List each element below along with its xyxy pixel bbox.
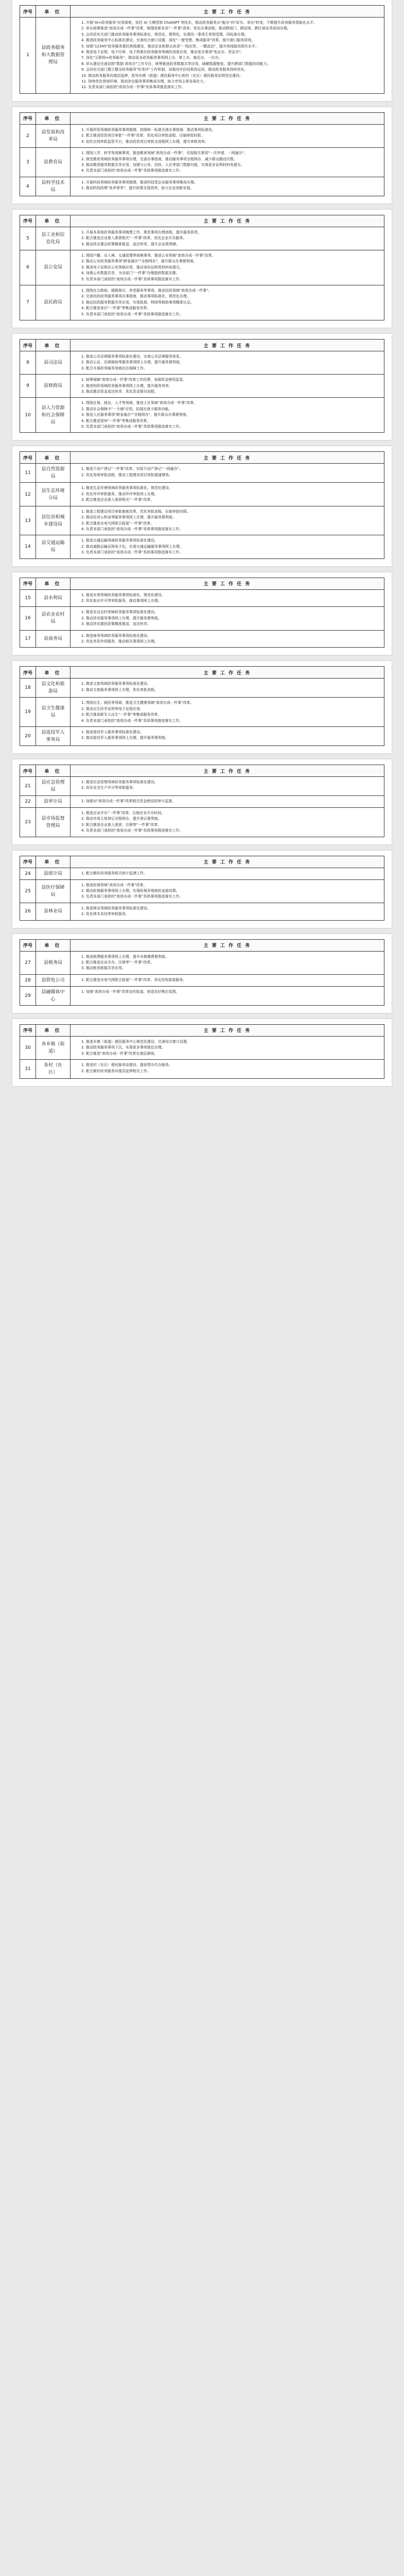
row-tasks bbox=[71, 630, 384, 648]
task-item: 2. 优化取水许可等审批服务，推动事项网上办理。 bbox=[81, 598, 162, 603]
task-item: 2. 推动科技政策"免申即享"，提升政策兑现效率，助力企业创新发展。 bbox=[81, 186, 194, 191]
header-tasks: 主 要 工 作 任 务 bbox=[71, 765, 384, 777]
row-tasks bbox=[71, 177, 384, 196]
task-item: 1. 围绕社保、就业、人才等领域，推进人社领域"高效办成一件事"改革。 bbox=[81, 401, 198, 405]
task-item: 2. 配合推进投资项目审批"一件事"改革，优化项目审批流程，压缩审批时限。 bbox=[81, 133, 205, 138]
row-tasks bbox=[71, 951, 384, 974]
header-unit: 单 位 bbox=[36, 1024, 71, 1036]
row-tasks bbox=[71, 796, 384, 808]
header-tasks: 主 要 工 作 任 务 bbox=[71, 578, 384, 589]
row-index: 8 bbox=[20, 351, 36, 375]
header-tasks: 主 要 工 作 任 务 bbox=[71, 856, 384, 868]
task-item: 2. 推动文旅服务事项网上办理，优化审批流程。 bbox=[81, 687, 158, 692]
header-unit: 单 位 bbox=[36, 340, 71, 351]
header-index: 序号 bbox=[20, 340, 36, 351]
table-row bbox=[20, 1060, 384, 1079]
task-item: 3. 配合推进"高效办成一件事"改革在基层落地。 bbox=[81, 1051, 158, 1056]
table-row bbox=[20, 1036, 384, 1059]
task-item: 1. 加强对"高效办成一件事"改革相关资金使用的审计监督。 bbox=[81, 799, 176, 803]
row-tasks bbox=[71, 607, 384, 630]
row-tasks bbox=[71, 808, 384, 837]
row-index: 24 bbox=[20, 868, 36, 879]
task-item: 1. 推进企业开办"一件事"改革，压缩企业开办时间。 bbox=[81, 811, 165, 815]
header-unit: 单 位 bbox=[36, 856, 71, 868]
row-tasks bbox=[71, 285, 384, 320]
document-page bbox=[12, 446, 392, 566]
row-unit: 县交通运输局 bbox=[36, 535, 71, 558]
row-unit: 县公安局 bbox=[36, 250, 71, 285]
row-tasks bbox=[71, 903, 384, 920]
document-page bbox=[12, 759, 392, 844]
row-index: 3 bbox=[20, 148, 36, 177]
task-item: 2. 推动出生医学证明等电子证照应用。 bbox=[81, 706, 144, 711]
task-item: 2. 推动政务服务事项下沉，实现更多事项就近办理。 bbox=[81, 1045, 165, 1050]
row-tasks bbox=[71, 250, 384, 285]
task-item: 12. 负责本部门承担的"高效办成一件事"具体事项推进落实工作。 bbox=[81, 85, 185, 90]
header-unit: 单 位 bbox=[36, 578, 71, 589]
task-item: 2. 推动市场主体登记全程网办，提升登记便利度。 bbox=[81, 817, 162, 821]
row-tasks bbox=[71, 974, 384, 986]
row-index: 5 bbox=[20, 227, 36, 250]
row-tasks bbox=[71, 124, 384, 147]
task-item: 3. 配合推进企业准入准营、注销等"一件事"改革。 bbox=[81, 822, 162, 827]
table-row bbox=[20, 124, 384, 147]
row-unit: 县科学技术局 bbox=[36, 177, 71, 196]
table-header-row bbox=[20, 215, 384, 227]
task-item: 4. 负责本部门承担的"高效办成一件事"具体事项推进落实工作。 bbox=[81, 828, 183, 833]
row-index: 23 bbox=[20, 808, 36, 837]
task-item: 1. 推进医保领域"高效办成一件事"改革。 bbox=[81, 883, 147, 887]
task-item: 1. 推进农业农村领域政务服务事项标准化建设。 bbox=[81, 610, 158, 615]
row-unit: 县自然资源局 bbox=[36, 464, 71, 483]
task-item: 1. 推进公共法律服务事项标准化建设，完善公共法律服务体系。 bbox=[81, 354, 183, 359]
table-row bbox=[20, 796, 384, 808]
task-item: 2. 配合做好政务服务向基层延伸相关工作。 bbox=[81, 1069, 151, 1073]
task-item: 2. 配合推进企业准入准营相关"一件事"改革，优化企业开办服务。 bbox=[81, 236, 187, 241]
task-item: 5. 负责本部门承担的"高效办成一件事"具体事项推进落实工作。 bbox=[81, 425, 183, 429]
row-tasks bbox=[71, 727, 384, 746]
document-page bbox=[12, 210, 392, 328]
header-unit: 单 位 bbox=[36, 452, 71, 464]
row-index: 20 bbox=[20, 727, 36, 746]
table-header-row bbox=[20, 452, 384, 464]
row-index: 21 bbox=[20, 777, 36, 796]
document-page bbox=[12, 107, 392, 204]
table-row bbox=[20, 464, 384, 483]
task-item: 2. 推动涉农服务事项网上办理，提升服务便利度。 bbox=[81, 616, 162, 620]
row-tasks bbox=[71, 679, 384, 698]
task-item: 2. 完善民政政务服务事项办事指南，推动事项标准化、规范化办理。 bbox=[81, 294, 190, 299]
task-item: 2. 优化安全生产许可等审批服务。 bbox=[81, 786, 136, 790]
task-item: 3. 推动惠企资金直达快享，优化资金拨付流程。 bbox=[81, 389, 158, 394]
task-item: 1. 推进税费服务事项网上办理，提升办税缴费便利度。 bbox=[81, 954, 169, 959]
row-index: 29 bbox=[20, 986, 36, 1005]
row-unit: 县文化和旅游局 bbox=[36, 679, 71, 698]
header-tasks: 主 要 工 作 任 务 bbox=[71, 112, 384, 124]
row-unit: 县教育局 bbox=[36, 148, 71, 177]
header-unit: 单 位 bbox=[36, 765, 71, 777]
header-index: 序号 bbox=[20, 578, 36, 589]
task-item: 1. 开展"AI+政务服务"应用探索，依托 AI 大模型和 ChatGPT 等技术，推动政务服务从"能办"向"好办、易办"转变，不断提升政务服务智能化水平。 bbox=[81, 21, 317, 25]
table-row bbox=[20, 398, 384, 433]
row-index: 27 bbox=[20, 951, 36, 974]
row-tasks bbox=[71, 1036, 384, 1059]
task-item: 2. 优化用地审批流程，推动工程建设项目审批提速增效。 bbox=[81, 472, 172, 477]
document-page bbox=[12, 572, 392, 655]
table-row bbox=[20, 951, 384, 974]
row-index: 4 bbox=[20, 177, 36, 196]
task-item: 1. 推进工程建设项目审批制度改革，优化审批流程，压缩审批时限。 bbox=[81, 509, 190, 514]
row-tasks bbox=[71, 986, 384, 1005]
task-item: 1. 配合推进水电气网联合报装"一件事"改革，优化用电报装服务。 bbox=[81, 977, 187, 982]
header-tasks: 主 要 工 作 任 务 bbox=[71, 939, 384, 951]
document bbox=[0, 0, 404, 1086]
table-row bbox=[20, 808, 384, 837]
row-index: 28 bbox=[20, 974, 36, 986]
task-table bbox=[20, 765, 384, 837]
task-item: 2. 推动社会保障卡"一卡通"应用，拓展社保卡服务功能。 bbox=[81, 406, 172, 411]
task-table bbox=[20, 578, 384, 648]
task-item: 1. 加强"高效办成一件事"改革宣传报道，营造良好舆论氛围。 bbox=[81, 989, 180, 994]
row-tasks bbox=[71, 351, 384, 375]
header-tasks: 主 要 工 作 任 务 bbox=[71, 340, 384, 351]
task-item: 1. 围绕户籍、出入境、交通管理等高频事项，推进公安领域"高效办成一件事"改革。 bbox=[81, 253, 216, 258]
task-item: 3. 推动涉农惠民政策精准推送、直达快享。 bbox=[81, 622, 151, 626]
table-row bbox=[20, 630, 384, 648]
row-index: 17 bbox=[20, 630, 36, 648]
task-item: 4. 负责本部门承担的"高效办成一件事"具体事项推进落实工作。 bbox=[81, 168, 183, 173]
task-table bbox=[20, 939, 384, 1006]
task-item: 9. 会同有关部门建立健全政务服务"好差评"工作机制，加强对评价结果的运用，推动政务服务持续优化。 bbox=[81, 67, 248, 72]
row-index: 2 bbox=[20, 124, 36, 147]
row-index: 1 bbox=[20, 18, 36, 94]
header-unit: 单 位 bbox=[36, 667, 71, 679]
header-unit: 单 位 bbox=[36, 6, 71, 18]
table-row bbox=[20, 506, 384, 535]
table-row bbox=[20, 777, 384, 796]
row-unit: 县林业局 bbox=[36, 903, 71, 920]
header-tasks: 主 要 工 作 任 务 bbox=[71, 215, 384, 227]
row-index: 10 bbox=[20, 398, 36, 433]
task-item: 4. 配合推进身后"一件事"等集成服务改革。 bbox=[81, 306, 151, 311]
table-header-row bbox=[20, 667, 384, 679]
task-item: 3. 推动涉企惠企政策精准推送、直达快享，提升企业获得感。 bbox=[81, 242, 180, 246]
row-index: 9 bbox=[20, 375, 36, 398]
task-table bbox=[20, 5, 384, 94]
row-tasks bbox=[71, 464, 384, 483]
task-item: 2. 推动医保服务事项网上办理，实现医保异地就医直接结算。 bbox=[81, 889, 180, 893]
task-item: 1. 推进林业领域政务服务事项标准化建设。 bbox=[81, 906, 151, 910]
row-unit: 县生态环境分局 bbox=[36, 483, 71, 506]
task-item: 11. 持续优化营商环境，推动涉企服务事项集成办理，助力市场主体发展壮大。 bbox=[81, 79, 207, 84]
task-item: 2. 规范教育领域政务服务事项办理，完善办事指南，推动服务事项全程网办，减少群众跑动次数。 bbox=[81, 157, 237, 161]
task-item: 1. 配合做好政务服务相关统计监测工作。 bbox=[81, 871, 147, 875]
task-item: 7. 深化"互联网+政务服务"，推动更多政务服务事项网上办、掌上办、就近办、一次办。 bbox=[81, 56, 222, 60]
row-tasks bbox=[71, 879, 384, 903]
row-index: 26 bbox=[20, 903, 36, 920]
task-item: 2. 推进财政领域政务服务事项网上办理，提升服务效率。 bbox=[81, 383, 172, 388]
task-item: 3. 推动民政服务数据共享应用，实现低保、特困等救助事项精准认定。 bbox=[81, 300, 194, 304]
row-unit: 县统计局 bbox=[36, 868, 71, 879]
table-row bbox=[20, 679, 384, 698]
row-unit: 各乡镇（街道） bbox=[36, 1036, 71, 1059]
task-item: 1. 统筹保障"高效办成一件事"改革工作经费，加强资金使用监管。 bbox=[81, 378, 187, 382]
table-header-row bbox=[20, 1024, 384, 1036]
row-index: 16 bbox=[20, 607, 36, 630]
row-unit: 县市场监督管理局 bbox=[36, 808, 71, 837]
task-item: 4. 配合推进退休"一件事"等集成服务改革。 bbox=[81, 418, 151, 423]
task-item: 3. 配合开展政务服务领域法治保障工作。 bbox=[81, 366, 147, 370]
table-row bbox=[20, 535, 384, 558]
task-table bbox=[20, 112, 384, 196]
task-item: 2. 优化外资外贸服务，推动相关事项网上办理。 bbox=[81, 639, 158, 643]
row-index: 30 bbox=[20, 1036, 36, 1059]
table-row bbox=[20, 375, 384, 398]
row-unit: 县住房和城乡建设局 bbox=[36, 506, 71, 535]
task-item: 2. 优化环评审批服务，推动环评审批网上办理。 bbox=[81, 492, 158, 496]
task-item: 3. 配合推进水电气网联合报装"一件事"改革。 bbox=[81, 521, 154, 526]
table-row bbox=[20, 868, 384, 879]
header-index: 序号 bbox=[20, 452, 36, 464]
row-index: 13 bbox=[20, 506, 36, 535]
task-item: 1. 推进交通运输领域政务服务事项标准化建设。 bbox=[81, 538, 158, 543]
row-index: 11 bbox=[20, 464, 36, 483]
header-unit: 单 位 bbox=[36, 112, 71, 124]
task-item: 1. 围绕入学、转学等高频事项，推进教育领域"高效办成一件事"，实现相关事项"一次申请、一网通办"。 bbox=[81, 151, 248, 156]
table-row bbox=[20, 879, 384, 903]
row-unit: 县工业和信息化局 bbox=[36, 227, 71, 250]
table-row bbox=[20, 986, 384, 1005]
document-page bbox=[12, 334, 392, 440]
document-page bbox=[12, 934, 392, 1013]
row-unit: 县审计局 bbox=[36, 796, 71, 808]
table-row bbox=[20, 607, 384, 630]
row-unit: 县供电公司 bbox=[36, 974, 71, 986]
task-table bbox=[20, 1024, 384, 1079]
table-row bbox=[20, 285, 384, 320]
table-row bbox=[20, 177, 384, 196]
task-table bbox=[20, 666, 384, 746]
header-index: 序号 bbox=[20, 856, 36, 868]
row-index: 14 bbox=[20, 535, 36, 558]
task-item: 2. 配合推进企业开办、注销等"一件事"改革。 bbox=[81, 960, 154, 965]
row-index: 18 bbox=[20, 679, 36, 698]
row-tasks bbox=[71, 535, 384, 558]
row-tasks bbox=[71, 589, 384, 607]
table-row bbox=[20, 727, 384, 746]
row-tasks bbox=[71, 398, 384, 433]
task-item: 3. 依托在线审批监管平台，推动投资项目审批全流程网上办理，提升审批效率。 bbox=[81, 139, 208, 144]
header-index: 序号 bbox=[20, 765, 36, 777]
task-item: 5. 负责本部门承担的"高效办成一件事"具体事项推进落实工作。 bbox=[81, 277, 183, 281]
row-unit: 县发展和改革局 bbox=[36, 124, 71, 147]
task-item: 4. 负责本部门承担的"高效办成一件事"具体事项推进落实工作。 bbox=[81, 718, 183, 723]
document-page bbox=[12, 851, 392, 928]
task-item: 3. 推动教育服务数据共享应用，加强与公安、民政、人社等部门数据对接，实现更多证明材料免提交。 bbox=[81, 162, 244, 167]
row-index: 7 bbox=[20, 285, 36, 320]
task-item: 2. 推动退役军人服务事项网上办理，提升服务便利度。 bbox=[81, 736, 169, 740]
task-table bbox=[20, 451, 384, 558]
header-tasks: 主 要 工 作 任 务 bbox=[71, 667, 384, 679]
task-item: 1. 开展本系统政务服务事项梳理工作，规范事项办理流程，提升服务质效。 bbox=[81, 230, 201, 234]
header-unit: 单 位 bbox=[36, 215, 71, 227]
table-header-row bbox=[20, 6, 384, 18]
row-tasks bbox=[71, 148, 384, 177]
row-unit: 县司法局 bbox=[36, 351, 71, 375]
task-item: 3. 配合推进新生儿出生"一件事"等集成服务改革。 bbox=[81, 713, 162, 717]
row-unit: 县退役军人事务局 bbox=[36, 727, 71, 746]
table-header-row bbox=[20, 856, 384, 868]
task-table bbox=[20, 215, 384, 320]
task-item: 1. 推进文旅领域政务服务事项标准化建设。 bbox=[81, 682, 151, 686]
row-unit: 县税务局 bbox=[36, 951, 71, 974]
table-row bbox=[20, 589, 384, 607]
row-tasks bbox=[71, 698, 384, 727]
row-unit: 县人力资源和社会保障局 bbox=[36, 398, 71, 433]
header-index: 序号 bbox=[20, 1024, 36, 1036]
task-item: 3. 配合推进企业准入准营相关"一件事"改革。 bbox=[81, 498, 154, 502]
header-index: 序号 bbox=[20, 667, 36, 679]
row-tasks bbox=[71, 227, 384, 250]
row-unit: 县卫生健康局 bbox=[36, 698, 71, 727]
task-item: 3. 推进电子证照在公安领域应用，推动身份证明类材料免提交。 bbox=[81, 265, 183, 269]
row-unit: 县水利局 bbox=[36, 589, 71, 607]
table-row bbox=[20, 148, 384, 177]
task-item: 1. 开展所管领域政务服务事项梳理，按照统一标准完善办事指南，推动事项标准化。 bbox=[81, 127, 216, 132]
table-row bbox=[20, 974, 384, 986]
table-header-row bbox=[20, 340, 384, 351]
task-item: 1. 推进应急管理领域政务服务事项标准化建设。 bbox=[81, 780, 158, 784]
table-header-row bbox=[20, 578, 384, 589]
table-row bbox=[20, 351, 384, 375]
task-item: 1. 推进退役军人服务事项标准化建设。 bbox=[81, 730, 144, 734]
task-table bbox=[20, 339, 384, 433]
document-page bbox=[12, 661, 392, 753]
table-header-row bbox=[20, 765, 384, 777]
header-index: 序号 bbox=[20, 6, 36, 18]
row-index: 22 bbox=[20, 796, 36, 808]
table-header-row bbox=[20, 939, 384, 951]
table-row bbox=[20, 18, 384, 94]
document-page bbox=[12, 0, 392, 101]
task-item: 1. 围绕社会救助、婚姻登记、养老服务等事项，推进民政领域"高效办成一件事"。 bbox=[81, 288, 212, 293]
task-item: 2. 推动道路运输证照电子化，实现交通运输服务事项网上办理。 bbox=[81, 544, 183, 549]
task-item: 1. 推进乡镇（街道）便民服务中心规范化建设，完善综合窗口设置。 bbox=[81, 1039, 190, 1044]
task-item: 10. 推动政务服务向基层延伸，指导乡镇（街道）便民服务中心和村（社区）便民服务站规范化建设。 bbox=[81, 73, 243, 78]
task-item: 1. 推进生态环境领域政务服务事项标准化、规范化建设。 bbox=[81, 486, 172, 490]
row-tasks bbox=[71, 506, 384, 535]
row-tasks bbox=[71, 375, 384, 398]
row-index: 25 bbox=[20, 879, 36, 903]
row-tasks bbox=[71, 483, 384, 506]
row-index: 31 bbox=[20, 1060, 36, 1079]
header-index: 序号 bbox=[20, 939, 36, 951]
row-unit: 县医疗保障局 bbox=[36, 879, 71, 903]
row-unit: 县政务服务和大数据管理局 bbox=[36, 18, 71, 94]
task-item: 3. 负责本部门承担的"高效办成一件事"具体事项推进落实工作。 bbox=[81, 894, 183, 899]
task-item: 4. 加强公安数据共享，为各部门"一件事"办理提供数据支撑。 bbox=[81, 271, 180, 276]
table-row bbox=[20, 903, 384, 920]
task-item: 3. 会同县有关部门推动政务服务事项标准化、规范化、便利化，实现同一事项无差别受理、同标准办理。 bbox=[81, 32, 248, 37]
row-tasks bbox=[71, 18, 384, 94]
header-index: 序号 bbox=[20, 215, 36, 227]
row-index: 6 bbox=[20, 250, 36, 285]
table-header-row bbox=[20, 112, 384, 124]
table-row bbox=[20, 227, 384, 250]
table-row bbox=[20, 483, 384, 506]
row-tasks bbox=[71, 1060, 384, 1079]
task-item: 4. 推进政务服务中心标准化建设，完善综合窗口设置，深化"一窗受理、集成服务"改革，提升窗口服务质效。 bbox=[81, 38, 255, 43]
task-item: 2. 推动住房公积金等服务事项网上办理，提升服务便利度。 bbox=[81, 515, 176, 520]
task-item: 5. 加强"12345"政务服务便民热线建设，推动企业和群众诉求"一线应答、一键直达"，提升热线接诉即办水平。 bbox=[81, 44, 259, 48]
task-item: 1. 围绕出生、就医等领域，推进卫生健康领域"高效办成一件事"改革。 bbox=[81, 701, 194, 705]
task-item: 6. 推进电子证照、电子印章、电子档案在政务服务领域的深度应用，推动更多事项"免证办、亮证办"。 bbox=[81, 50, 244, 55]
row-unit: 县财政局 bbox=[36, 375, 71, 398]
document-page bbox=[12, 1019, 392, 1086]
row-index: 15 bbox=[20, 589, 36, 607]
header-tasks: 主 要 工 作 任 务 bbox=[71, 452, 384, 464]
task-item: 2. 推动公安政务服务事项"跨省通办""全程网办"，提升群众办事便利度。 bbox=[81, 259, 197, 264]
row-index: 19 bbox=[20, 698, 36, 727]
header-tasks: 主 要 工 作 任 务 bbox=[71, 6, 384, 18]
task-item: 1. 推进水利领域政务服务事项标准化、规范化建设。 bbox=[81, 592, 165, 597]
header-index: 序号 bbox=[20, 112, 36, 124]
task-item: 1. 推进不动产登记"一件事"改革，实现不动产登记"一网通办"。 bbox=[81, 467, 183, 471]
header-tasks: 主 要 工 作 任 务 bbox=[71, 1024, 384, 1036]
task-item: 2. 优化林木采伐等审批服务。 bbox=[81, 912, 129, 917]
task-item: 3. 负责本部门承担的"高效办成一件事"具体事项推进落实工作。 bbox=[81, 550, 183, 555]
row-unit: 县商务局 bbox=[36, 630, 71, 648]
row-unit: 县民政局 bbox=[36, 285, 71, 320]
task-item: 1. 推进村（社区）便民服务站建设，提供帮办代办服务。 bbox=[81, 1063, 172, 1067]
table-row bbox=[20, 698, 384, 727]
task-item: 1. 开展科技领域政务服务事项梳理，推进科技型企业服务事项集成办理。 bbox=[81, 180, 198, 184]
row-unit: 县农业农村局 bbox=[36, 607, 71, 630]
task-item: 4. 负责本部门承担的"高效办成一件事"具体事项推进落实工作。 bbox=[81, 527, 183, 531]
row-unit: 各村（社区） bbox=[36, 1060, 71, 1079]
row-unit: 县应急管理局 bbox=[36, 777, 71, 796]
task-item: 1. 推进商务领域政务服务事项标准化建设。 bbox=[81, 633, 151, 638]
table-row bbox=[20, 250, 384, 285]
task-item: 3. 推动税务数据共享应用。 bbox=[81, 966, 126, 971]
task-item: 3. 推进人社服务事项"跨省通办""全程网办"，提升群众办事便利度。 bbox=[81, 413, 190, 417]
row-tasks bbox=[71, 868, 384, 879]
task-item: 2. 牵头统筹推进"高效办成一件事"改革，梳理更新本县"一件事"清单，优化办事流程，推动跨部门、跨层级、跨区域业务协同办理。 bbox=[81, 26, 291, 31]
task-item: 5. 负责本部门承担的"高效办成一件事"具体事项推进落实工作。 bbox=[81, 312, 183, 316]
task-item: 2. 推动公证、法律援助等服务事项网上办理，提升服务便利度。 bbox=[81, 360, 183, 365]
row-tasks bbox=[71, 777, 384, 796]
task-table bbox=[20, 856, 384, 921]
row-unit: 县融媒体中心 bbox=[36, 986, 71, 1005]
row-index: 12 bbox=[20, 483, 36, 506]
header-unit: 单 位 bbox=[36, 939, 71, 951]
task-item: 8. 牵头建设完善县级"数据·高效办"工作专区，统筹推进政务数据共享应用，破解数据壁垒，提升跨部门数据协同能力。 bbox=[81, 61, 271, 66]
